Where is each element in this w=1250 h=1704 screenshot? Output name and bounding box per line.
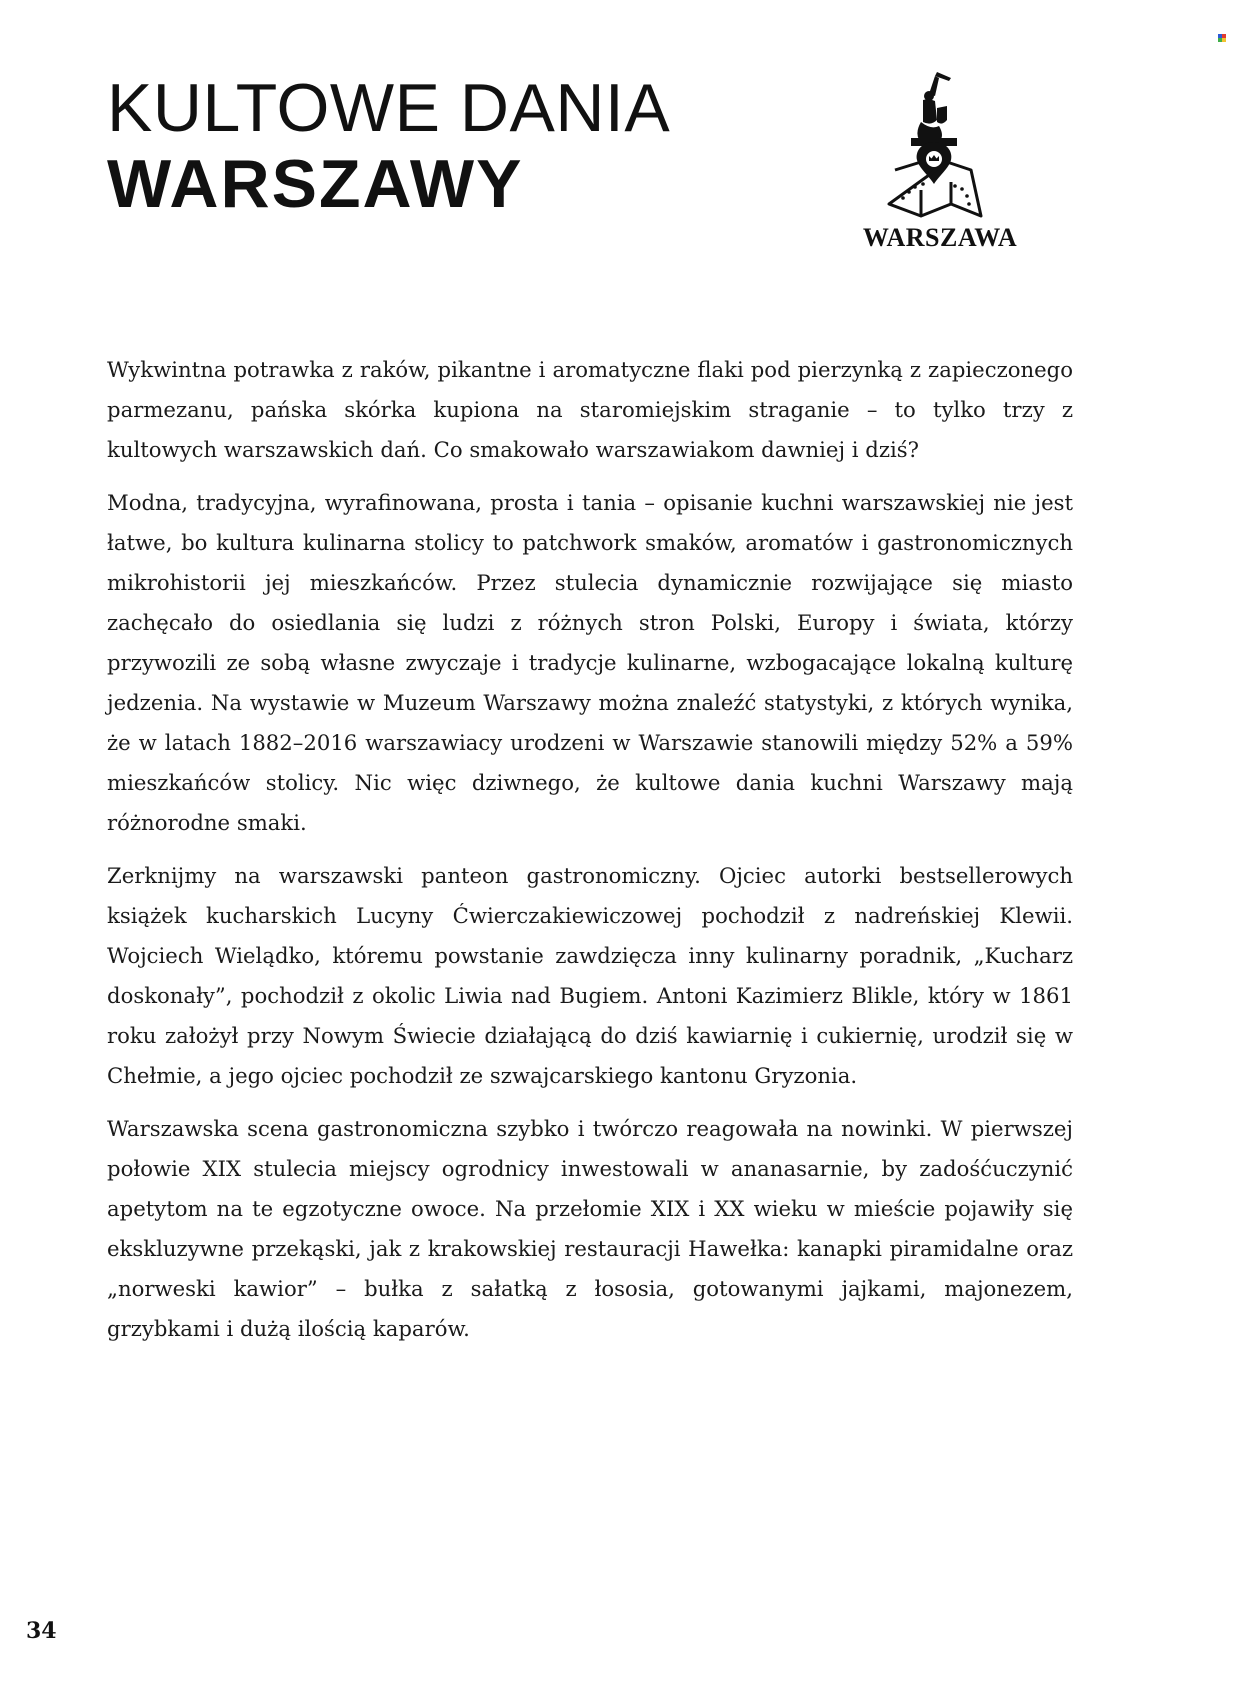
mermaid-map-pin-icon xyxy=(885,70,995,220)
corner-mark-yellow xyxy=(1222,38,1226,42)
logo-text: WARSZAWA xyxy=(862,223,1018,252)
warszawa-logo xyxy=(855,70,1025,260)
title-line-2: WARSZAWY xyxy=(107,146,524,222)
corner-color-mark-icon xyxy=(1218,34,1227,42)
paragraph-4: Warszawska scena gastronomiczna szybko i twórczo reagowała na nowinki. W pierwszej połowie XIX stulecia miejscy ogrodnicy inwestowali w ananasarnie, by zadośćuczynić apetytom na te egzotyczne owoce. Na przełomie XIX i XX wieku w mieście pojawiły się ekskluzywne przekąski, jak z krakowskiej restauracji Hawełka: kanapki piramidalne oraz „norweski kawior” – bułka z sałatką z łososia, gotowanymi jajkami, majonezem, grzybkami i dużą ilością kaparów. xyxy=(107,1116,1073,1341)
paragraph-2: Modna, tradycyjna, wyrafinowana, prosta i tania – opisanie kuchni warszawskiej nie jest łatwe, bo kultura kulinarna stolicy to patchwork smaków, aromatów i gastronomicznych mikrohistorii jej mieszkańców. Przez stulecia dynamicznie rozwijające się miasto zachęcało do osiedlania się ludzi z różnych stron Polski, Europy i świata, którzy przywozili ze sobą własne zwyczaje i tradycje kulinarne, wzbogacające lokalną kulturę jedzenia. Na wystawie w Muzeum Warszawy można znaleźć statystyki, z których wynika, że w latach 1882–2016 warszawiacy urodzeni w Warszawie stanowili między 52% a 59% mieszkańców stolicy. Nic więc dziwnego, że kultowe dania kuchni Warszawy mają różnorodne smaki. xyxy=(107,490,1073,835)
article-body xyxy=(107,350,1073,1362)
paragraph-1: Wykwintna potrawka z raków, pikantne i aromatyczne flaki pod pierzynką z zapieczonego parmezanu, pańska skórka kupiona na staromiejskim straganie – to tylko trzy z kultowych warszawskich dań. Co smakowało warszawiakom dawniej i dziś? xyxy=(107,357,1073,462)
paragraph-3: Zerknijmy na warszawski panteon gastronomiczny. Ojciec autorki bestsellerowych książek kucharskich Lucyny Ćwierczakiewiczowej pochodził z nadreńskiej Klewii. Wojciech Wielądko, któremu powstanie zawdzięcza inny kulinarny poradnik, „Kucharz doskonały”, pochodził z okolic Liwia nad Bugiem. Antoni Kazimierz Blikle, który w 1861 roku założył przy Nowym Świecie działającą do dziś kawiarnię i cukiernię, urodził się w Chełmie, a jego ojciec pochodził ze szwajcarskiego kantonu Gryzonia. xyxy=(107,863,1073,1088)
title-line-1: KULTOWE DANIA xyxy=(107,70,671,146)
page-number: 34 xyxy=(26,1618,57,1644)
page-title xyxy=(107,70,670,222)
